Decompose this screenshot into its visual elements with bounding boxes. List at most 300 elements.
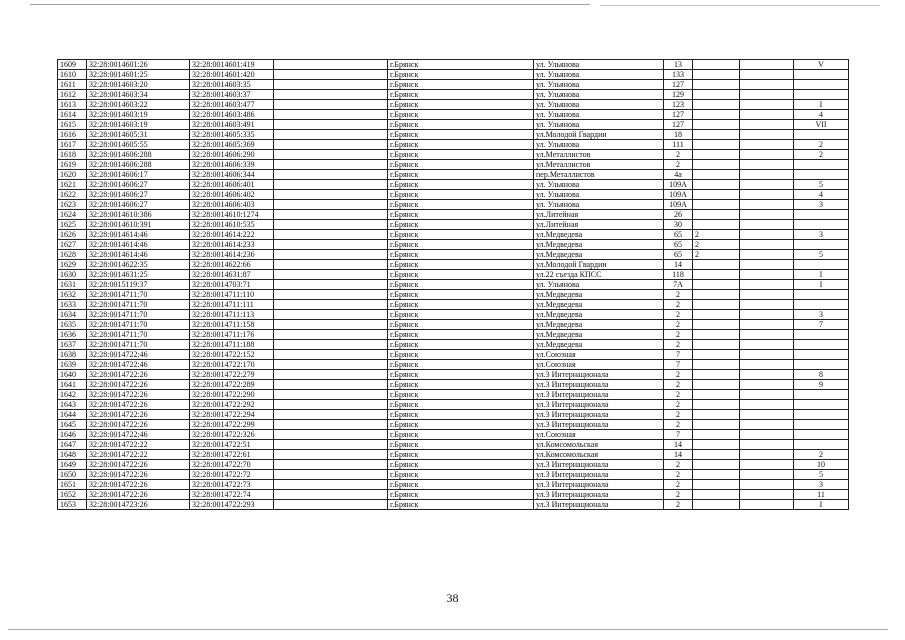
object-cadastral-number-cell: 32:28:0014614:233 [190, 240, 274, 250]
building-cell [693, 390, 740, 400]
object-cadastral-number-cell: 32:28:0014703:71 [190, 280, 274, 290]
table-row [58, 410, 849, 420]
blank-column-cell [274, 240, 388, 250]
building-cell [693, 60, 740, 70]
parcel-cadastral-number-cell: 32:28:0014722:22 [87, 450, 190, 460]
table-row [58, 260, 849, 270]
room-number-cell [794, 290, 849, 300]
street-cell: ул.3 Интернационала [534, 500, 664, 510]
building-cell [693, 480, 740, 490]
room-number-cell: 3 [794, 310, 849, 320]
table-row [58, 420, 849, 430]
house-number-cell: 18 [664, 130, 693, 140]
blank-column-cell [274, 410, 388, 420]
property-registry-table [57, 59, 849, 510]
parcel-cadastral-number-cell: 32:28:0014711:70 [87, 290, 190, 300]
house-number-cell: 2 [664, 390, 693, 400]
table-row [58, 380, 849, 390]
object-cadastral-number-cell: 32:28:0014603:35 [190, 80, 274, 90]
street-cell: ул. Ульянова [534, 140, 664, 150]
row-number-cell: 1634 [58, 310, 87, 320]
table-row [58, 90, 849, 100]
table-row [58, 290, 849, 300]
parcel-cadastral-number-cell: 32:28:0014723:26 [87, 500, 190, 510]
street-cell: ул.3 Интернационала [534, 420, 664, 430]
object-cadastral-number-cell: 32:28:0014605:335 [190, 130, 274, 140]
street-cell: ул.3 Интернационала [534, 370, 664, 380]
table-row [58, 120, 849, 130]
room-number-cell [794, 420, 849, 430]
street-cell: ул.Медведева [534, 290, 664, 300]
street-cell: ул. Ульянова [534, 70, 664, 80]
house-number-cell: 4а [664, 170, 693, 180]
apartment-cell [740, 400, 794, 410]
building-cell [693, 490, 740, 500]
building-cell [693, 170, 740, 180]
parcel-cadastral-number-cell: 32:28:0014711:70 [87, 340, 190, 350]
object-cadastral-number-cell: 32:28:0014606:403 [190, 200, 274, 210]
apartment-cell [740, 100, 794, 110]
city-cell: г.Брянск [388, 180, 534, 190]
building-cell [693, 300, 740, 310]
blank-column-cell [274, 500, 388, 510]
row-number-cell: 1624 [58, 210, 87, 220]
table-row [58, 390, 849, 400]
blank-column-cell [274, 110, 388, 120]
room-number-cell [794, 390, 849, 400]
blank-column-cell [274, 380, 388, 390]
parcel-cadastral-number-cell: 32:28:0014603:20 [87, 80, 190, 90]
building-cell [693, 400, 740, 410]
apartment-cell [740, 110, 794, 120]
row-number-cell: 1649 [58, 460, 87, 470]
blank-column-cell [274, 450, 388, 460]
parcel-cadastral-number-cell: 32:28:0014622:35 [87, 260, 190, 270]
apartment-cell [740, 410, 794, 420]
row-number-cell: 1641 [58, 380, 87, 390]
object-cadastral-number-cell: 32:28:0014711:176 [190, 330, 274, 340]
apartment-cell [740, 470, 794, 480]
table-row [58, 60, 849, 70]
city-cell: г.Брянск [388, 320, 534, 330]
row-number-cell: 1623 [58, 200, 87, 210]
parcel-cadastral-number-cell: 32:28:0014606:288 [87, 160, 190, 170]
building-cell [693, 280, 740, 290]
object-cadastral-number-cell: 32:28:0014631:87 [190, 270, 274, 280]
city-cell: г.Брянск [388, 140, 534, 150]
room-number-cell [794, 360, 849, 370]
parcel-cadastral-number-cell: 32:28:0014722:26 [87, 470, 190, 480]
street-cell: ул.Медведева [534, 310, 664, 320]
table-row [58, 110, 849, 120]
apartment-cell [740, 60, 794, 70]
row-number-cell: 1644 [58, 410, 87, 420]
apartment-cell [740, 210, 794, 220]
row-number-cell: 1627 [58, 240, 87, 250]
room-number-cell: 5 [794, 470, 849, 480]
room-number-cell [794, 160, 849, 170]
object-cadastral-number-cell: 32:28:0014614:236 [190, 250, 274, 260]
table-row [58, 430, 849, 440]
blank-column-cell [274, 460, 388, 470]
apartment-cell [740, 420, 794, 430]
city-cell: г.Брянск [388, 240, 534, 250]
apartment-cell [740, 290, 794, 300]
city-cell: г.Брянск [388, 360, 534, 370]
room-number-cell [794, 400, 849, 410]
row-number-cell: 1610 [58, 70, 87, 80]
house-number-cell: 2 [664, 320, 693, 330]
parcel-cadastral-number-cell: 32:28:0014603:22 [87, 100, 190, 110]
table-row [58, 250, 849, 260]
parcel-cadastral-number-cell: 32:28:0014601:25 [87, 70, 190, 80]
building-cell [693, 290, 740, 300]
object-cadastral-number-cell: 32:28:0014606:401 [190, 180, 274, 190]
blank-column-cell [274, 130, 388, 140]
blank-column-cell [274, 310, 388, 320]
parcel-cadastral-number-cell: 32:28:0014722:26 [87, 400, 190, 410]
parcel-cadastral-number-cell: 32:28:0014614:46 [87, 250, 190, 260]
house-number-cell: 14 [664, 450, 693, 460]
house-number-cell: 7 [664, 350, 693, 360]
blank-column-cell [274, 80, 388, 90]
house-number-cell: 2 [664, 340, 693, 350]
row-number-cell: 1625 [58, 220, 87, 230]
room-number-cell: 8 [794, 370, 849, 380]
object-cadastral-number-cell: 32:28:0014711:113 [190, 310, 274, 320]
house-number-cell: 127 [664, 80, 693, 90]
apartment-cell [740, 180, 794, 190]
street-cell: ул. Ульянова [534, 120, 664, 130]
table-row [58, 190, 849, 200]
street-cell: ул. Ульянова [534, 190, 664, 200]
building-cell [693, 360, 740, 370]
street-cell: ул.Медведева [534, 300, 664, 310]
table-row [58, 350, 849, 360]
row-number-cell: 1636 [58, 330, 87, 340]
apartment-cell [740, 320, 794, 330]
building-cell: 2 [693, 240, 740, 250]
parcel-cadastral-number-cell: 32:28:0014722:26 [87, 490, 190, 500]
parcel-cadastral-number-cell: 32:28:0014722:26 [87, 460, 190, 470]
city-cell: г.Брянск [388, 380, 534, 390]
house-number-cell: 2 [664, 160, 693, 170]
parcel-cadastral-number-cell: 32:28:0014603:34 [87, 90, 190, 100]
city-cell: г.Брянск [388, 410, 534, 420]
scan-edge-line-top-right [600, 5, 880, 6]
house-number-cell: 2 [664, 500, 693, 510]
object-cadastral-number-cell: 32:28:0014722:326 [190, 430, 274, 440]
city-cell: г.Брянск [388, 490, 534, 500]
city-cell: г.Брянск [388, 110, 534, 120]
blank-column-cell [274, 170, 388, 180]
blank-column-cell [274, 140, 388, 150]
parcel-cadastral-number-cell: 32:28:0014631:25 [87, 270, 190, 280]
building-cell [693, 200, 740, 210]
building-cell [693, 270, 740, 280]
apartment-cell [740, 500, 794, 510]
house-number-cell: 2 [664, 400, 693, 410]
street-cell: ул.3 Интернационала [534, 390, 664, 400]
apartment-cell [740, 440, 794, 450]
apartment-cell [740, 480, 794, 490]
apartment-cell [740, 300, 794, 310]
table-row [58, 460, 849, 470]
parcel-cadastral-number-cell: 32:28:0014722:26 [87, 370, 190, 380]
row-number-cell: 1642 [58, 390, 87, 400]
room-number-cell: 11 [794, 490, 849, 500]
street-cell: ул. Ульянова [534, 60, 664, 70]
room-number-cell: V [794, 60, 849, 70]
building-cell [693, 160, 740, 170]
street-cell: ул.Медведева [534, 320, 664, 330]
city-cell: г.Брянск [388, 250, 534, 260]
building-cell [693, 70, 740, 80]
city-cell: г.Брянск [388, 120, 534, 130]
street-cell: ул.Союзная [534, 350, 664, 360]
blank-column-cell [274, 190, 388, 200]
table-row [58, 140, 849, 150]
object-cadastral-number-cell: 32:28:0014711:188 [190, 340, 274, 350]
apartment-cell [740, 190, 794, 200]
building-cell [693, 380, 740, 390]
parcel-cadastral-number-cell: 32:28:0014603:19 [87, 120, 190, 130]
object-cadastral-number-cell: 32:28:0014614:222 [190, 230, 274, 240]
parcel-cadastral-number-cell: 32:28:0014722:46 [87, 360, 190, 370]
city-cell: г.Брянск [388, 280, 534, 290]
blank-column-cell [274, 70, 388, 80]
city-cell: г.Брянск [388, 260, 534, 270]
row-number-cell: 1631 [58, 280, 87, 290]
apartment-cell [740, 390, 794, 400]
room-number-cell: 9 [794, 380, 849, 390]
object-cadastral-number-cell: 32:28:0014722:72 [190, 470, 274, 480]
row-number-cell: 1652 [58, 490, 87, 500]
house-number-cell: 2 [664, 490, 693, 500]
object-cadastral-number-cell: 32:28:0014603:491 [190, 120, 274, 130]
object-cadastral-number-cell: 32:28:0014722:290 [190, 390, 274, 400]
object-cadastral-number-cell: 32:28:0014722:293 [190, 500, 274, 510]
building-cell [693, 340, 740, 350]
street-cell: ул.3 Интернационала [534, 410, 664, 420]
apartment-cell [740, 200, 794, 210]
house-number-cell: 30 [664, 220, 693, 230]
street-cell: ул.Комсомольская [534, 440, 664, 450]
blank-column-cell [274, 430, 388, 440]
city-cell: г.Брянск [388, 100, 534, 110]
city-cell: г.Брянск [388, 190, 534, 200]
object-cadastral-number-cell: 32:28:0014711:111 [190, 300, 274, 310]
apartment-cell [740, 450, 794, 460]
house-number-cell: 109А [664, 180, 693, 190]
parcel-cadastral-number-cell: 32:28:0014722:26 [87, 410, 190, 420]
parcel-cadastral-number-cell: 32:28:0015119:37 [87, 280, 190, 290]
city-cell: г.Брянск [388, 430, 534, 440]
object-cadastral-number-cell: 32:28:0014610:1274 [190, 210, 274, 220]
room-number-cell [794, 220, 849, 230]
blank-column-cell [274, 360, 388, 370]
row-number-cell: 1609 [58, 60, 87, 70]
blank-column-cell [274, 220, 388, 230]
room-number-cell [794, 130, 849, 140]
building-cell: 2 [693, 230, 740, 240]
table-row [58, 200, 849, 210]
building-cell [693, 260, 740, 270]
row-number-cell: 1618 [58, 150, 87, 160]
building-cell [693, 110, 740, 120]
row-number-cell: 1621 [58, 180, 87, 190]
blank-column-cell [274, 340, 388, 350]
blank-column-cell [274, 440, 388, 450]
object-cadastral-number-cell: 32:28:0014722:152 [190, 350, 274, 360]
apartment-cell [740, 90, 794, 100]
table-row [58, 230, 849, 240]
row-number-cell: 1617 [58, 140, 87, 150]
blank-column-cell [274, 470, 388, 480]
row-number-cell: 1615 [58, 120, 87, 130]
city-cell: г.Брянск [388, 470, 534, 480]
parcel-cadastral-number-cell: 32:28:0014614:46 [87, 240, 190, 250]
blank-column-cell [274, 230, 388, 240]
parcel-cadastral-number-cell: 32:28:0014606:27 [87, 180, 190, 190]
apartment-cell [740, 360, 794, 370]
blank-column-cell [274, 300, 388, 310]
apartment-cell [740, 170, 794, 180]
row-number-cell: 1640 [58, 370, 87, 380]
object-cadastral-number-cell: 32:28:0014722:73 [190, 480, 274, 490]
registry-rows [58, 60, 849, 510]
city-cell: г.Брянск [388, 310, 534, 320]
house-number-cell: 7 [664, 360, 693, 370]
row-number-cell: 1614 [58, 110, 87, 120]
house-number-cell: 14 [664, 260, 693, 270]
row-number-cell: 1626 [58, 230, 87, 240]
house-number-cell: 13 [664, 60, 693, 70]
street-cell: ул.Медведева [534, 230, 664, 240]
row-number-cell: 1648 [58, 450, 87, 460]
house-number-cell: 118 [664, 270, 693, 280]
apartment-cell [740, 490, 794, 500]
parcel-cadastral-number-cell: 32:28:0014722:46 [87, 430, 190, 440]
room-number-cell [794, 240, 849, 250]
table-row [58, 500, 849, 510]
row-number-cell: 1638 [58, 350, 87, 360]
row-number-cell: 1637 [58, 340, 87, 350]
room-number-cell: 2 [794, 150, 849, 160]
apartment-cell [740, 260, 794, 270]
blank-column-cell [274, 350, 388, 360]
table-row [58, 240, 849, 250]
blank-column-cell [274, 100, 388, 110]
row-number-cell: 1651 [58, 480, 87, 490]
table-row [58, 150, 849, 160]
house-number-cell: 2 [664, 290, 693, 300]
parcel-cadastral-number-cell: 32:28:0014614:46 [87, 230, 190, 240]
street-cell: ул.Союзная [534, 360, 664, 370]
room-number-cell: 5 [794, 250, 849, 260]
street-cell: ул.3 Интернационала [534, 470, 664, 480]
street-cell: ул.Металлистов [534, 160, 664, 170]
street-cell: ул.3 Интернационала [534, 480, 664, 490]
object-cadastral-number-cell: 32:28:0014722:61 [190, 450, 274, 460]
house-number-cell: 2 [664, 420, 693, 430]
blank-column-cell [274, 260, 388, 270]
building-cell [693, 180, 740, 190]
city-cell: г.Брянск [388, 440, 534, 450]
parcel-cadastral-number-cell: 32:28:0014722:22 [87, 440, 190, 450]
building-cell [693, 80, 740, 90]
object-cadastral-number-cell: 32:28:0014722:299 [190, 420, 274, 430]
room-number-cell: 3 [794, 200, 849, 210]
building-cell: 2 [693, 250, 740, 260]
apartment-cell [740, 370, 794, 380]
street-cell: ул.Медведева [534, 330, 664, 340]
apartment-cell [740, 380, 794, 390]
room-number-cell [794, 90, 849, 100]
object-cadastral-number-cell: 32:28:0014711:158 [190, 320, 274, 330]
house-number-cell: 14 [664, 440, 693, 450]
room-number-cell: 7 [794, 320, 849, 330]
table-row [58, 470, 849, 480]
room-number-cell [794, 440, 849, 450]
city-cell: г.Брянск [388, 230, 534, 240]
blank-column-cell [274, 490, 388, 500]
blank-column-cell [274, 160, 388, 170]
street-cell: ул.Комсомольская [534, 450, 664, 460]
city-cell: г.Брянск [388, 500, 534, 510]
apartment-cell [740, 340, 794, 350]
row-number-cell: 1647 [58, 440, 87, 450]
building-cell [693, 90, 740, 100]
house-number-cell: 109А [664, 190, 693, 200]
row-number-cell: 1630 [58, 270, 87, 280]
building-cell [693, 150, 740, 160]
room-number-cell: VII [794, 120, 849, 130]
city-cell: г.Брянск [388, 150, 534, 160]
city-cell: г.Брянск [388, 160, 534, 170]
house-number-cell: 65 [664, 240, 693, 250]
blank-column-cell [274, 200, 388, 210]
room-number-cell: I [794, 500, 849, 510]
house-number-cell: 7 [664, 430, 693, 440]
street-cell: ул. Ульянова [534, 280, 664, 290]
street-cell: ул.Медведева [534, 250, 664, 260]
house-number-cell: 7А [664, 280, 693, 290]
house-number-cell: 109А [664, 200, 693, 210]
city-cell: г.Брянск [388, 300, 534, 310]
table-row [58, 220, 849, 230]
object-cadastral-number-cell: 32:28:0014605:369 [190, 140, 274, 150]
building-cell [693, 370, 740, 380]
city-cell: г.Брянск [388, 480, 534, 490]
table-row [58, 370, 849, 380]
city-cell: г.Брянск [388, 70, 534, 80]
table-row [58, 490, 849, 500]
street-cell: ул.Литейная [534, 210, 664, 220]
row-number-cell: 1650 [58, 470, 87, 480]
room-number-cell [794, 430, 849, 440]
building-cell [693, 310, 740, 320]
parcel-cadastral-number-cell: 32:28:0014610:386 [87, 210, 190, 220]
row-number-cell: 1613 [58, 100, 87, 110]
row-number-cell: 1612 [58, 90, 87, 100]
apartment-cell [740, 310, 794, 320]
apartment-cell [740, 230, 794, 240]
room-number-cell [794, 340, 849, 350]
parcel-cadastral-number-cell: 32:28:0014722:26 [87, 380, 190, 390]
blank-column-cell [274, 250, 388, 260]
table-row [58, 300, 849, 310]
